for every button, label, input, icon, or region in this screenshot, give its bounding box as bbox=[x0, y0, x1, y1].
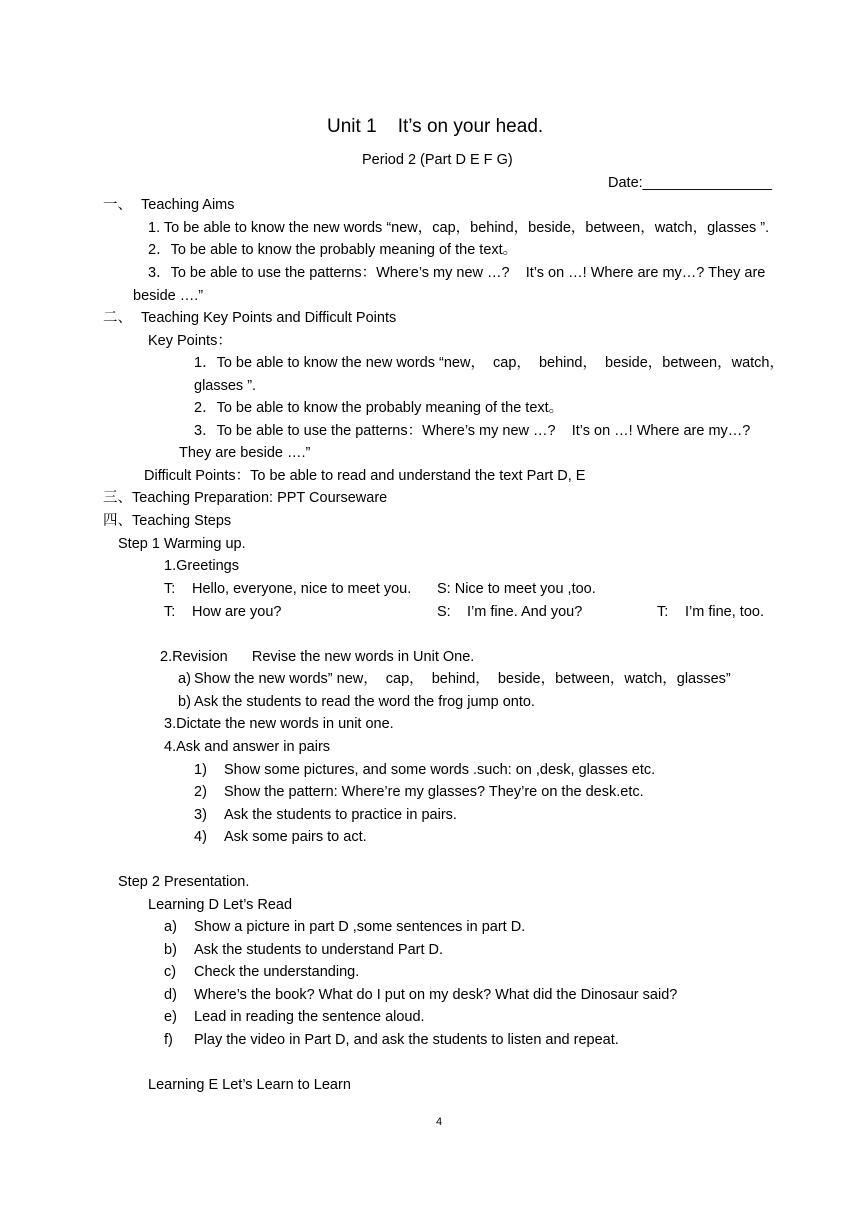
speaker-label: T: bbox=[657, 604, 669, 620]
list-marker: 3) bbox=[194, 807, 207, 823]
speaker-label: T: bbox=[164, 581, 176, 597]
sub-heading: Learning E Let’s Learn to Learn bbox=[148, 1077, 351, 1093]
list-marker: e) bbox=[164, 1009, 177, 1025]
dialogue-text: S: Nice to meet you ,too. bbox=[437, 581, 596, 597]
sub-heading: 3.Dictate the new words in unit one. bbox=[164, 716, 394, 732]
list-item: Lead in reading the sentence aloud. bbox=[194, 1009, 425, 1025]
aim-line: 1. To be able to know the new words “new，cap，behind，beside，between，watch，glasses ”. bbox=[148, 220, 770, 236]
period-subtitle: Period 2 (Part D E F G) bbox=[362, 152, 513, 168]
page-number: 4 bbox=[436, 1116, 443, 1128]
aim-line: 2．To be able to know the probably meaning of the text。 bbox=[148, 242, 518, 258]
list-marker: a) bbox=[164, 919, 177, 935]
section-heading: 三、Teaching Preparation: PPT Courseware bbox=[103, 490, 388, 506]
sub-heading: 4.Ask and answer in pairs bbox=[164, 739, 331, 755]
key-point-line: They are beside ….” bbox=[179, 445, 311, 461]
list-item: Show a picture in part D ,some sentences in part D. bbox=[194, 919, 526, 935]
list-item: Show some pictures, and some words .such: on ,desk, glasses etc. bbox=[224, 762, 656, 778]
key-points-label: Key Points： bbox=[148, 333, 232, 349]
dialogue-text: I’m fine, too. bbox=[685, 604, 764, 620]
list-item: Play the video in Part D, and ask the students to listen and repeat. bbox=[194, 1032, 619, 1048]
list-marker: f) bbox=[164, 1032, 173, 1048]
dialogue-text: How are you? bbox=[192, 604, 282, 620]
list-item: Show the new words” new， cap， behind， beside，between，watch，glasses” bbox=[194, 671, 731, 687]
key-point-line: 1．To be able to know the new words “new， cap， behind， beside，between，watch， bbox=[194, 355, 784, 371]
difficult-points: Difficult Points：To be able to read and understand the text Part D, E bbox=[144, 468, 586, 484]
speaker-label: S: bbox=[437, 604, 451, 620]
list-marker: 4) bbox=[194, 829, 207, 845]
list-marker: a) bbox=[178, 671, 191, 687]
step-heading: Step 2 Presentation. bbox=[118, 874, 250, 890]
section-number: 二、 bbox=[103, 310, 132, 326]
section-heading: 四、Teaching Steps bbox=[103, 513, 232, 529]
list-item: Ask the students to read the word the frog jump onto. bbox=[194, 694, 535, 710]
step-heading: Step 1 Warming up. bbox=[118, 536, 246, 552]
key-point-line: glasses ”. bbox=[194, 378, 257, 394]
list-item: Check the understanding. bbox=[194, 964, 360, 980]
list-marker: c) bbox=[164, 964, 177, 980]
list-item: Ask the students to understand Part D. bbox=[194, 942, 444, 958]
list-marker: 2) bbox=[194, 784, 207, 800]
aim-line: 3．To be able to use the patterns：Where’s my new …? It’s on …! Where are my…? They are bbox=[148, 265, 766, 281]
list-item: Ask the students to practice in pairs. bbox=[224, 807, 457, 823]
date-field: Date:________________ bbox=[608, 175, 772, 191]
dialogue-text: I’m fine. And you? bbox=[467, 604, 583, 620]
speaker-label: T: bbox=[164, 604, 176, 620]
key-point-line: 2．To be able to know the probably meaning of the text。 bbox=[194, 400, 564, 416]
section-number: 一、 bbox=[103, 197, 132, 213]
list-item: Where’s the book? What do I put on my desk? What did the Dinosaur said? bbox=[194, 987, 678, 1003]
sub-heading: 2.Revision Revise the new words in Unit One. bbox=[160, 649, 475, 665]
page-title: Unit 1 It’s on your head. bbox=[327, 116, 544, 137]
sub-heading: Learning D Let’s Read bbox=[148, 897, 293, 913]
list-marker: b) bbox=[178, 694, 191, 710]
list-marker: 1) bbox=[194, 762, 207, 778]
aim-line: beside ….” bbox=[133, 288, 204, 304]
key-point-line: 3．To be able to use the patterns：Where’s my new …? It’s on …! Where are my…? bbox=[194, 423, 751, 439]
list-marker: b) bbox=[164, 942, 177, 958]
dialogue-text: Hello, everyone, nice to meet you. bbox=[192, 581, 412, 597]
list-item: Show the pattern: Where’re my glasses? They’re on the desk.etc. bbox=[224, 784, 644, 800]
list-marker: d) bbox=[164, 987, 177, 1003]
section-heading: Teaching Aims bbox=[141, 197, 235, 213]
sub-heading: 1.Greetings bbox=[164, 558, 239, 574]
list-item: Ask some pairs to act. bbox=[224, 829, 367, 845]
section-heading: Teaching Key Points and Difficult Points bbox=[141, 310, 397, 326]
